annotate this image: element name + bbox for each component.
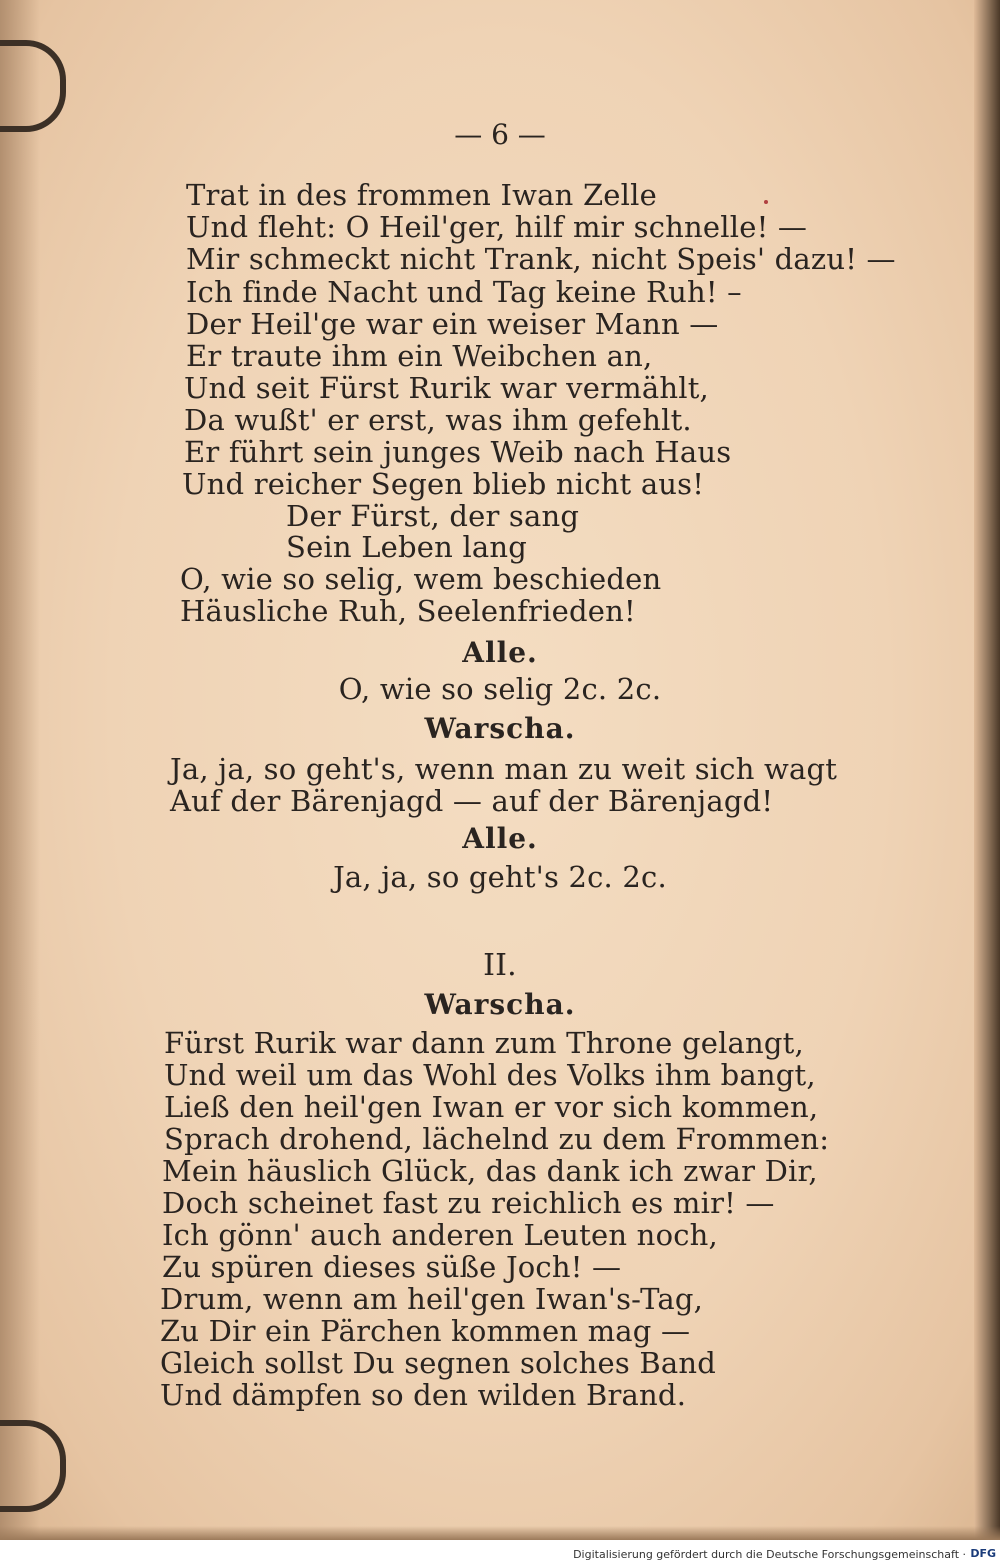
verse-line: Gleich sollst Du segnen solches Band bbox=[160, 1346, 716, 1380]
verse-line: Und fleht: O Heil'ger, hilf mir schnelle! — bbox=[186, 210, 808, 244]
verse-line: Häusliche Ruh, Seelenfrieden! bbox=[180, 594, 636, 628]
speaker-heading: Alle. bbox=[462, 822, 538, 855]
speaker-heading: Warscha. bbox=[424, 988, 576, 1021]
speaker-heading: Alle. bbox=[462, 636, 538, 669]
digitization-footer bbox=[0, 1540, 1000, 1568]
verse-line: Er traute ihm ein Weibchen an, bbox=[186, 339, 653, 373]
verse-line: Auf der Bärenjagd — auf der Bärenjagd! bbox=[170, 784, 774, 818]
dfg-logo-icon: DFG bbox=[970, 1547, 996, 1560]
page-edge bbox=[974, 0, 1000, 1540]
verse-line-indented: Sein Leben lang bbox=[286, 530, 528, 564]
verse-line: Und dämpfen so den wilden Brand. bbox=[160, 1378, 687, 1412]
verse-line: Doch scheinet fast zu reichlich es mir! — bbox=[162, 1186, 775, 1220]
verse-line: Fürst Rurik war dann zum Throne gelangt, bbox=[164, 1026, 804, 1060]
verse-line: Sprach drohend, lächelnd zu dem Frommen: bbox=[164, 1122, 830, 1156]
paper-spot bbox=[764, 200, 768, 204]
verse-line: Mir schmeckt nicht Trank, nicht Speis' dazu! — bbox=[186, 242, 896, 276]
speaker-heading: Warscha. bbox=[424, 712, 576, 745]
verse-line-indented: Der Fürst, der sang bbox=[286, 499, 580, 533]
verse-line: Er führt sein junges Weib nach Haus bbox=[184, 435, 732, 469]
verse-line: O, wie so selig, wem beschieden bbox=[180, 562, 662, 596]
verse-line: Mein häuslich Glück, das dank ich zwar Dir, bbox=[162, 1154, 818, 1188]
section-numeral: II. bbox=[483, 948, 517, 983]
verse-line: Der Heil'ge war ein weiser Mann — bbox=[186, 307, 719, 341]
verse-line: Und weil um das Wohl des Volks ihm bangt, bbox=[164, 1058, 816, 1092]
verse-line: Drum, wenn am heil'gen Iwan's-Tag, bbox=[160, 1282, 704, 1316]
verse-line: Ich finde Nacht und Tag keine Ruh! – bbox=[186, 275, 742, 309]
verse-line: O, wie so selig 2c. 2c. bbox=[338, 672, 662, 706]
verse-line: Ja, ja, so geht's, wenn man zu weit sich wagt bbox=[170, 752, 838, 786]
verse-line: Zu spüren dieses süße Joch! — bbox=[162, 1250, 622, 1284]
page-gutter-shadow bbox=[0, 0, 40, 1568]
verse-line: Da wußt' er erst, was ihm gefehlt. bbox=[184, 403, 692, 437]
binder-ring-bottom bbox=[0, 1420, 66, 1512]
page-number: — 6 — bbox=[454, 118, 546, 151]
verse-line: Ja, ja, so geht's 2c. 2c. bbox=[333, 860, 667, 894]
footer-credit: Digitalisierung gefördert durch die Deutsche Forschungsgemeinschaft · bbox=[573, 1548, 966, 1561]
page-bottom-edge bbox=[0, 1526, 1000, 1540]
verse-line: Trat in des frommen Iwan Zelle bbox=[186, 178, 657, 212]
verse-line: Und seit Fürst Rurik war vermählt, bbox=[184, 371, 709, 405]
verse-line: Ließ den heil'gen Iwan er vor sich kommen, bbox=[164, 1090, 819, 1124]
verse-line: Ich gönn' auch anderen Leuten noch, bbox=[162, 1218, 718, 1252]
verse-line: Zu Dir ein Pärchen kommen mag — bbox=[160, 1314, 691, 1348]
verse-line: Und reicher Segen blieb nicht aus! bbox=[182, 467, 705, 501]
